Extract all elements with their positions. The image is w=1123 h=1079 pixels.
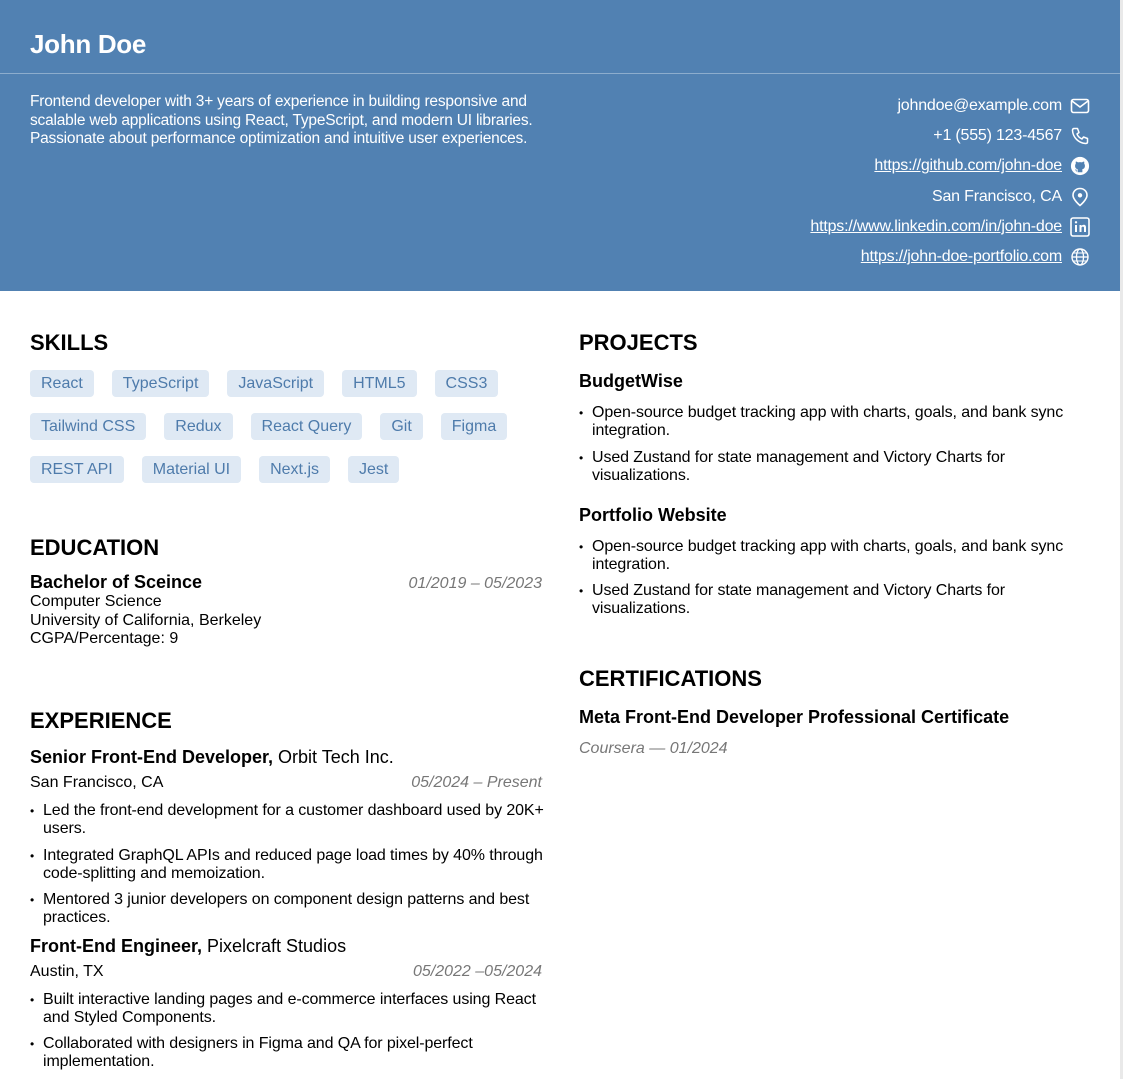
job-location: San Francisco, CA	[30, 774, 164, 791]
job-dates: 05/2024 – Present	[411, 774, 542, 791]
skill-chip: Redux	[164, 413, 232, 440]
header-divider	[0, 73, 1120, 74]
experience-section	[30, 707, 555, 1079]
job-bullets	[30, 802, 555, 927]
education-heading: EDUCATION	[30, 535, 160, 560]
job-entry	[30, 936, 555, 1072]
skills-row	[30, 413, 555, 456]
list-item: • Led the front-end development for a customer dashboard used by 20K+ users.	[30, 802, 555, 838]
job-entry	[30, 747, 555, 927]
project-entry	[579, 505, 1104, 619]
list-item: • Used Zustand for state management and Victory Charts for visualizations.	[579, 582, 1104, 618]
resume-header	[0, 0, 1120, 291]
certifications-heading: CERTIFICATIONS	[579, 666, 762, 691]
linkedin-link[interactable]: https://www.linkedin.com/in/john-doe	[810, 217, 1062, 235]
projects-section	[579, 329, 1104, 627]
skills-section	[30, 329, 555, 499]
phone-text[interactable]: +1 (555) 123-4567	[933, 127, 1062, 145]
job-role: Front-End Engineer,	[30, 935, 203, 956]
profile-summary: Frontend developer with 3+ years of experience in building responsive and scalable web applications using React, TypeScript, and modern UI libraries. Passionate about performance optimization and intuitive user experiences.	[30, 93, 533, 147]
education-section	[30, 534, 542, 649]
skill-chip: CSS3	[435, 370, 499, 397]
job-company: Orbit Tech Inc.	[273, 747, 394, 767]
list-item: • Integrated GraphQL APIs and reduced page load times by 40% through code-splitting and memoization.	[30, 847, 555, 883]
skill-chip: Figma	[441, 413, 507, 440]
project-name: BudgetWise	[579, 371, 683, 391]
degree-title: Bachelor of Sceince	[30, 572, 203, 592]
skills-row	[30, 370, 555, 413]
contact-linkedin	[530, 212, 1090, 242]
skill-chip: TypeScript	[112, 370, 210, 397]
school-name: University of California, Berkeley	[30, 611, 262, 629]
skill-chip: Next.js	[259, 456, 330, 483]
project-bullets	[579, 404, 1104, 485]
job-title	[30, 936, 555, 957]
project-name: Portfolio Website	[579, 504, 727, 525]
contact-phone	[530, 121, 1090, 151]
field-of-study: Computer Science	[30, 593, 162, 610]
certificate-name: Meta Front-End Developer Professional Certificate	[579, 707, 1010, 727]
skills-list	[30, 370, 555, 499]
contact-github	[530, 151, 1090, 181]
location-text: San Francisco, CA	[932, 187, 1062, 205]
github-icon	[1070, 156, 1090, 176]
skill-chip: React Query	[251, 413, 363, 440]
projects-heading: PROJECTS	[579, 330, 698, 355]
skill-chip: React	[30, 370, 94, 397]
location-pin-icon	[1070, 187, 1090, 207]
project-bullets	[579, 538, 1104, 619]
phone-icon	[1070, 126, 1090, 146]
job-dates: 05/2022 –05/2024	[412, 962, 542, 980]
job-meta	[30, 963, 542, 981]
list-item: • Collaborated with designers in Figma and QA for pixel-perfect implementation.	[30, 1035, 555, 1071]
contact-website	[530, 242, 1090, 272]
globe-icon	[1070, 247, 1090, 267]
list-item: • Built interactive landing pages and e-commerce interfaces using React and Styled Components.	[30, 991, 555, 1027]
mail-icon	[1070, 96, 1090, 116]
github-link[interactable]: https://github.com/john-doe	[874, 157, 1062, 175]
skill-chip: Material UI	[142, 456, 241, 483]
skill-chip: Git	[380, 413, 422, 440]
contact-list	[530, 91, 1090, 272]
list-item: • Used Zustand for state management and Victory Charts for visualizations.	[579, 449, 1104, 485]
linkedin-icon	[1070, 217, 1090, 237]
list-item: • Mentored 3 junior developers on component design patterns and best practices.	[30, 891, 555, 927]
skills-row	[30, 456, 555, 499]
list-item: • Open-source budget tracking app with charts, goals, and bank sync integration.	[579, 404, 1104, 440]
skill-chip: JavaScript	[227, 370, 324, 397]
contact-location	[530, 182, 1090, 212]
job-bullets	[30, 991, 555, 1072]
list-item: • Open-source budget tracking app with charts, goals, and bank sync integration.	[579, 538, 1104, 574]
grade: CGPA/Percentage: 9	[30, 630, 179, 648]
skill-chip: REST API	[30, 456, 124, 483]
job-company: Pixelcraft Studios	[202, 935, 347, 956]
website-link[interactable]: https://john-doe-portfolio.com	[860, 248, 1062, 266]
skills-heading: SKILLS	[30, 330, 109, 355]
job-location: Austin, TX	[30, 962, 104, 980]
education-entry-header	[30, 572, 542, 593]
skill-chip: Tailwind CSS	[30, 413, 146, 440]
job-role: Senior Front-End Developer,	[30, 747, 274, 767]
education-dates: 01/2019 – 05/2023	[408, 575, 542, 592]
certificate-issuer: Coursera — 01/2024	[579, 740, 728, 757]
experience-heading: EXPERIENCE	[30, 708, 172, 733]
skill-chip: HTML5	[342, 370, 416, 397]
project-entry	[579, 371, 1104, 485]
skill-chip: Jest	[348, 456, 399, 483]
email-text[interactable]: johndoe@example.com	[897, 97, 1062, 115]
candidate-name: John Doe	[30, 29, 147, 59]
certifications-section	[579, 665, 1104, 758]
job-title	[30, 747, 555, 768]
contact-email	[530, 91, 1090, 121]
job-meta	[30, 774, 542, 792]
